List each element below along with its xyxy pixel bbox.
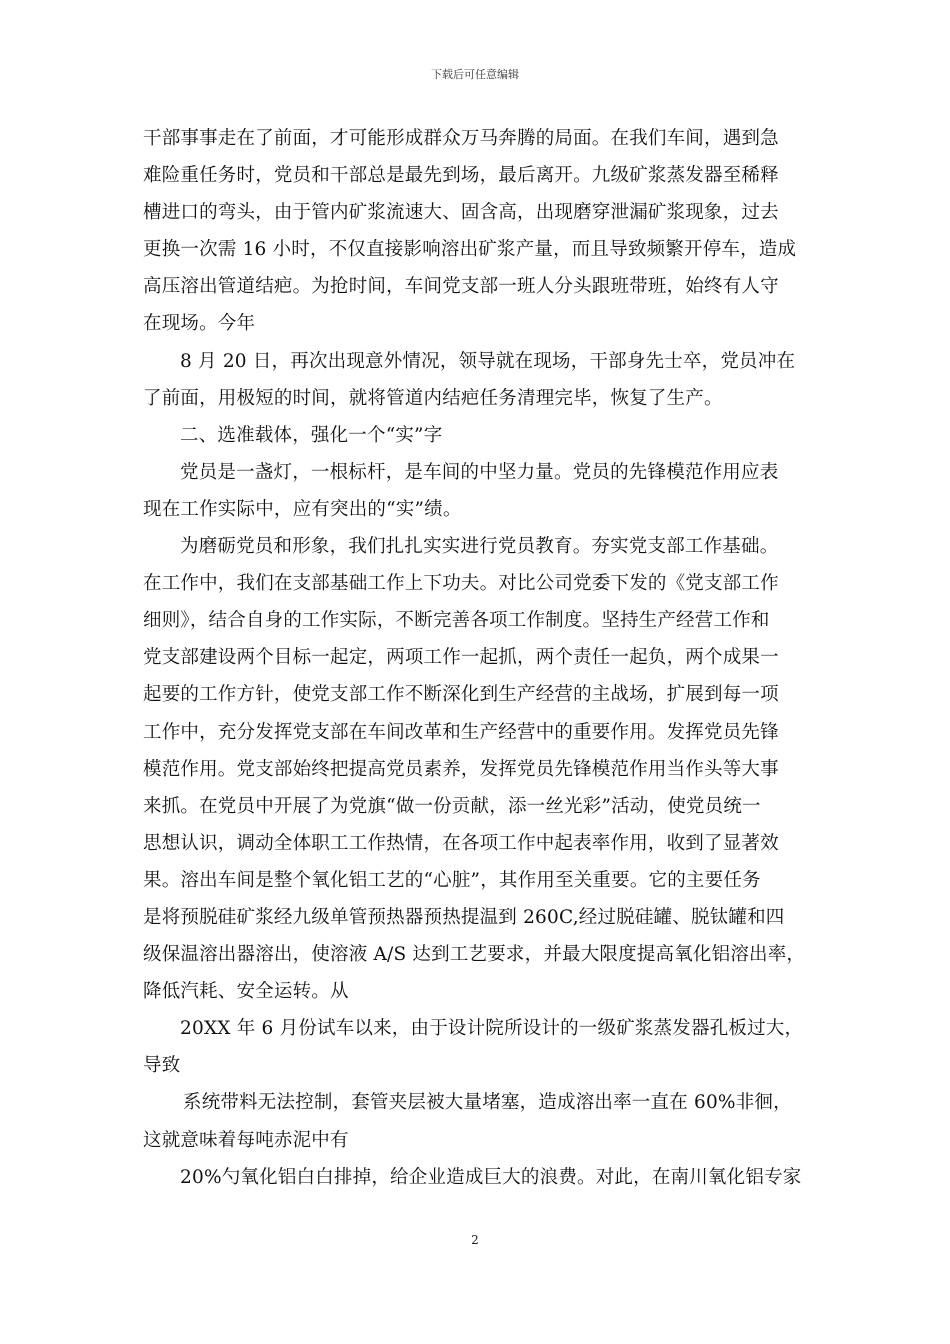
- text-line: 干部事事走在了前面，才可能形成群众万马奔腾的局面。在我们车间，遇到急: [143, 128, 779, 149]
- text-line: 槽进口的弯头，由于管内矿浆流速大、固含高，出现磨穿泄漏矿浆现象，过去: [143, 202, 779, 224]
- text-line: 降低汽耗、安全运转。从: [143, 981, 349, 1003]
- text-line: 思想认识，调动全体职工工作热情，在各项工作中起表率作用，收到了显著效: [143, 832, 779, 854]
- text-line: 难险重任务时，党员和干部总是最先到场，最后离开。九级矿浆蒸发器至稀释: [143, 165, 779, 187]
- text-line: 系统带料无法控制，套管夹层被大量堵塞，造成溶出率一直在 60%非徊，: [183, 1092, 792, 1114]
- text-line: 起要的工作方针，使党支部工作不断深化到生产经营的主战场，扩展到每一项: [143, 684, 779, 706]
- text-line: 这就意味着每吨赤泥中有: [143, 1129, 349, 1151]
- text-line: 导致: [143, 1055, 181, 1077]
- text-line: 20XX 年 6 月份试车以来，由于设计院所设计的一级矿浆蒸发器孔板过大，: [180, 1018, 804, 1040]
- text-line: 党支部建设两个目标一起定，两项工作一起抓，两个责任一起负，两个成果一: [143, 647, 779, 669]
- text-line: 在现场。今年: [143, 313, 256, 335]
- text-line: 更换一次需 16 小时，不仅直接影响溶出矿浆产量，而且导致频繁开停车，造成: [143, 239, 797, 261]
- text-line: 是将预脱硅矿浆经九级单管预热器预热提温到 260C,经过脱硅罐、脱钛罐和四: [143, 906, 785, 928]
- text-line: 20%勺氧化铝白白排掉，给企业造成巨大的浪费。对此，在南川氧化铝专家: [180, 1166, 802, 1188]
- text-line: 果。溶出车间是整个氧化铝工艺的“心脏”，其作用至关重要。它的主要任务: [143, 869, 761, 891]
- text-line: 来抓。在党员中开展了为党旗“做一份贡献，添一丝光彩”活动，使党员统一: [143, 795, 761, 817]
- text-line: 在工作中，我们在支部基础工作上下功夫。对比公司党委下发的《党支部工作: [143, 573, 779, 595]
- text-line: 高压溶出管道结疤。为抢时间，车间党支部一班人分头跟班带班，始终有人守: [143, 276, 779, 298]
- text-line: 现在工作实际中，应有突出的“实”绩。: [143, 498, 462, 520]
- text-line: 党员是一盏灯，一根标杆，是车间的中坚力量。党员的先锋模范作用应表: [180, 461, 779, 483]
- page-number: 2: [471, 1233, 479, 1247]
- page-header: 下载后可任意编辑: [431, 68, 519, 81]
- text-line: 为磨砺党员和形象，我们扎扎实实进行党员教育。夯实党支部工作基础。: [180, 536, 779, 558]
- text-line: 级保温溶出器溶出，使溶液 A/S 达到工艺要求，并最大限度提高氧化铝溶出率，: [143, 944, 806, 966]
- text-line: 细则》，结合自身的工作实际，不断完善各项工作制度。坚持生产经营工作和: [143, 610, 770, 632]
- text-line: 了前面，用极短的时间，就将管道内结疤任务清理完毕，恢复了生产。: [143, 387, 723, 409]
- text-line: 8 月 20 日，再次出现意外情况，领导就在现场，干部身先士卒，党员冲在: [180, 350, 796, 372]
- text-line: 工作中，充分发挥党支部在车间改革和生产经营中的重要作用。发挥党员先锋: [143, 721, 779, 743]
- document-body: [143, 120, 823, 1196]
- section-heading: 二、选准载体，强化一个“实”字: [180, 424, 443, 446]
- text-line: 模范作用。党支部始终把提高党员素养，发挥党员先锋模范作用当作头等大事: [143, 758, 779, 780]
